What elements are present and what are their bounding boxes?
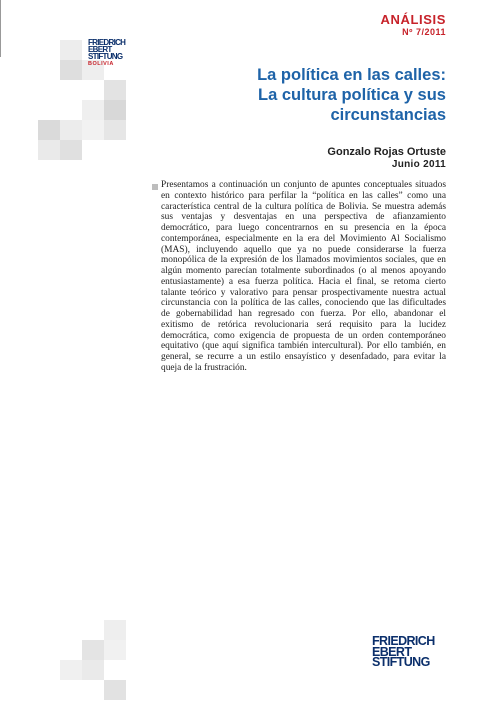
abstract-bullet-icon	[152, 184, 158, 190]
logo-large-line-1: FRIEDRICH	[372, 634, 435, 648]
document-title	[186, 65, 446, 125]
logo-line-1: FRIEDRICH	[88, 38, 126, 47]
publication-date: Junio 2011	[391, 159, 446, 170]
logo-country: BOLIVIA	[88, 61, 114, 68]
series-title: ANÁLISIS	[380, 12, 446, 27]
series-number: Nº 7/2011	[402, 27, 446, 37]
logo-line-2: EBERT	[88, 44, 112, 54]
logo-large-line-3: STIFTUNG	[372, 655, 430, 669]
fes-logo-large	[372, 636, 452, 668]
abstract-text: Presentamos a continuación un conjunto de apuntes conceptuales situados en contexto histórico para perfilar la “política en las calles” como una característica central de la cultura política de Bolivia. Se muestra además sus ventajas y desventajas en una perspectiva de afianzamiento democrático, para luego concentrarnos en su presencia en la época contemporánea, especialmente en la era del Movimiento Al Socialismo (MAS), incluyendo aquello que ya no puede considerarse la fuerza monopólica de la expresión de los llamados movimientos sociales, que en algún momento parecían totalmente subordinados (o al menos apoyando entusiastamente) a esa fuerza política. Hacia el final, se retoma cierto talante teórico y valorativo para pensar prospectivamente nuestra actual circunstancia con la política de las calles, conociendo que las dificultades de gobernabilidad han regresado con fuerza. Por ello, abandonar el exitismo de retórica revolucionaria será requisito para la lucidez democrática, como exigencia de propuesta de un orden contemporáneo equitativo (que aquí significa también intercultural). Por ello también, en general, se recurre a un estilo ensayístico y desenfadado, para evitar la queja de la frustración.	[161, 180, 446, 373]
author-name: Gonzalo Rojas Ortuste	[327, 146, 446, 158]
title-line-3: circunstancias	[330, 106, 446, 124]
vertical-rule	[0, 0, 1, 57]
title-line-1: La política en las calles:	[257, 66, 446, 84]
title-line-2: La cultura política y sus	[258, 86, 446, 104]
logo-large-line-2: EBERT	[372, 644, 412, 659]
fes-logo-small	[88, 40, 134, 68]
logo-line-3: STIFTUNG	[88, 51, 123, 61]
